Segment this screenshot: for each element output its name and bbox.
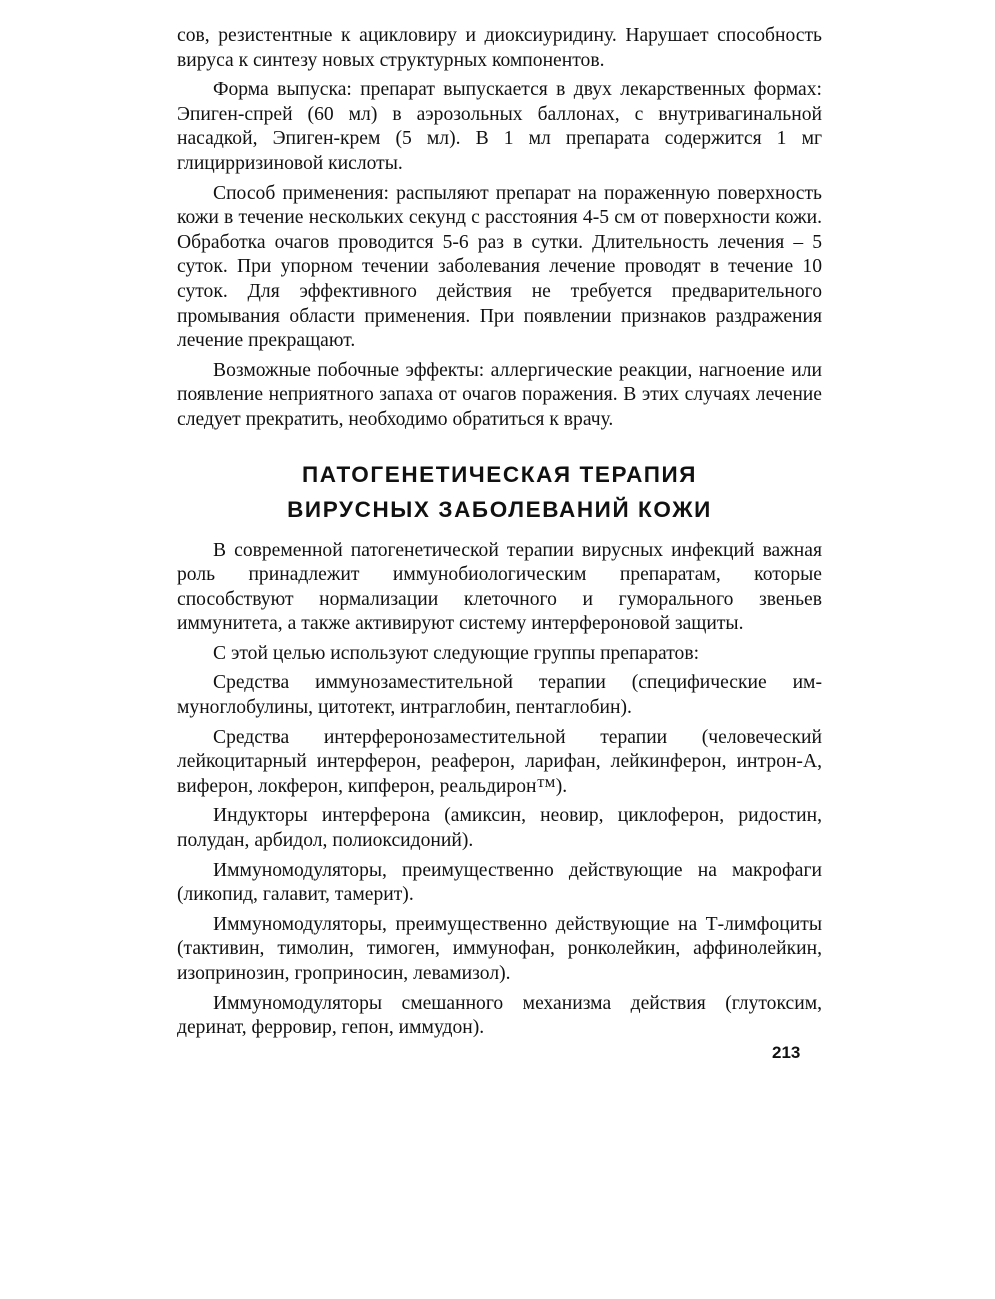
list-item-t-lymphocyte-modulators: Иммуномодуляторы, преимущественно действующие на Т-лимфоциты (тактивин, тимолин, тимоген, иммунофан, ронколейкин, аффинолейкин, изопринозин, гроприносин, левамизол). <box>177 913 822 984</box>
list-item-interferon-replacement: Средства интерферонозаместительной терапии (человеческий лейкоцитарный интерферон, реаферон, ларифан, лейкинферон, интрон-А, виферон, локферон, кипферон, реальдирон™). <box>177 726 822 797</box>
page-number: 213 <box>772 1043 801 1062</box>
section-heading-line-2: ВИРУСНЫХ ЗАБОЛЕВАНИЙ КОЖИ <box>287 496 712 522</box>
paragraph-intro: В современной патогенетической терапии вирусных инфекций важная роль принадлежит иммунобиологическим препаратам, которые способствуют нормализации клеточного и гуморального звеньев иммунитета, а также активируют систему интерфероновой защиты. <box>177 539 822 635</box>
paragraph-groups-lead: С этой целью используют следующие группы препаратов: <box>213 642 700 664</box>
paragraph-usage: Способ применения: распыляют препарат на пораженную поверхность кожи в течение нескольких секунд с расстояния 4-5 см от поверхности кожи. Обработка очагов проводится 5-6 раз в сутки. Длительность лечения – 5 суток. При упорном течении заболевания лечение проводят в течение 10 суток. Для эффективного действия не требуется предварительного промывания области применения. При появлении признаков раздражения лечение прекращают. <box>177 182 822 352</box>
paragraph-continuation: сов, резистентные к ацикловиру и диоксиуридину. Нарушает способность вируса к синтезу новых структурных компонентов. <box>177 25 822 71</box>
list-item-mixed-modulators: Иммуномодуляторы смешанного механизма действия (глутоксим, деринат, ферровир, гепон, иммудон). <box>177 992 822 1039</box>
section-heading-line-1: ПАТОГЕНЕТИЧЕСКАЯ ТЕРАПИЯ <box>301 461 698 487</box>
paragraph-side-effects: Возможные побочные эффекты: аллергические реакции, нагноение или появление неприятного запаха от очагов поражения. В этих случаях лечение следует прекратить, необходимо обратиться к врачу. <box>177 359 822 430</box>
page-content <box>177 24 822 1041</box>
section-heading <box>177 457 822 527</box>
list-item-immunoreplacement: Средства иммунозаместительной терапии (специфические иммуноглобулины, цитотект, интраглобин, пентаглобин). <box>177 672 822 719</box>
paragraph-release-form: Форма выпуска: препарат выпускается в двух лекарственных формах: Эпиген-спрей (60 мл) в аэрозольных баллонах, с внутривагинальной насадкой, Эпиген-крем (5 мл). В 1 мл препарата содержится 1 мг глицирризиновой кислоты. <box>177 79 822 174</box>
list-item-interferon-inducers: Индукторы интерферона (амиксин, неовир, циклоферон, ридостин, полудан, арбидол, полиоксидоний). <box>177 805 822 852</box>
list-item-macrophage-modulators: Иммуномодуляторы, преимущественно действующие на макрофаги (ликопид, галавит, тамерит). <box>177 859 822 906</box>
